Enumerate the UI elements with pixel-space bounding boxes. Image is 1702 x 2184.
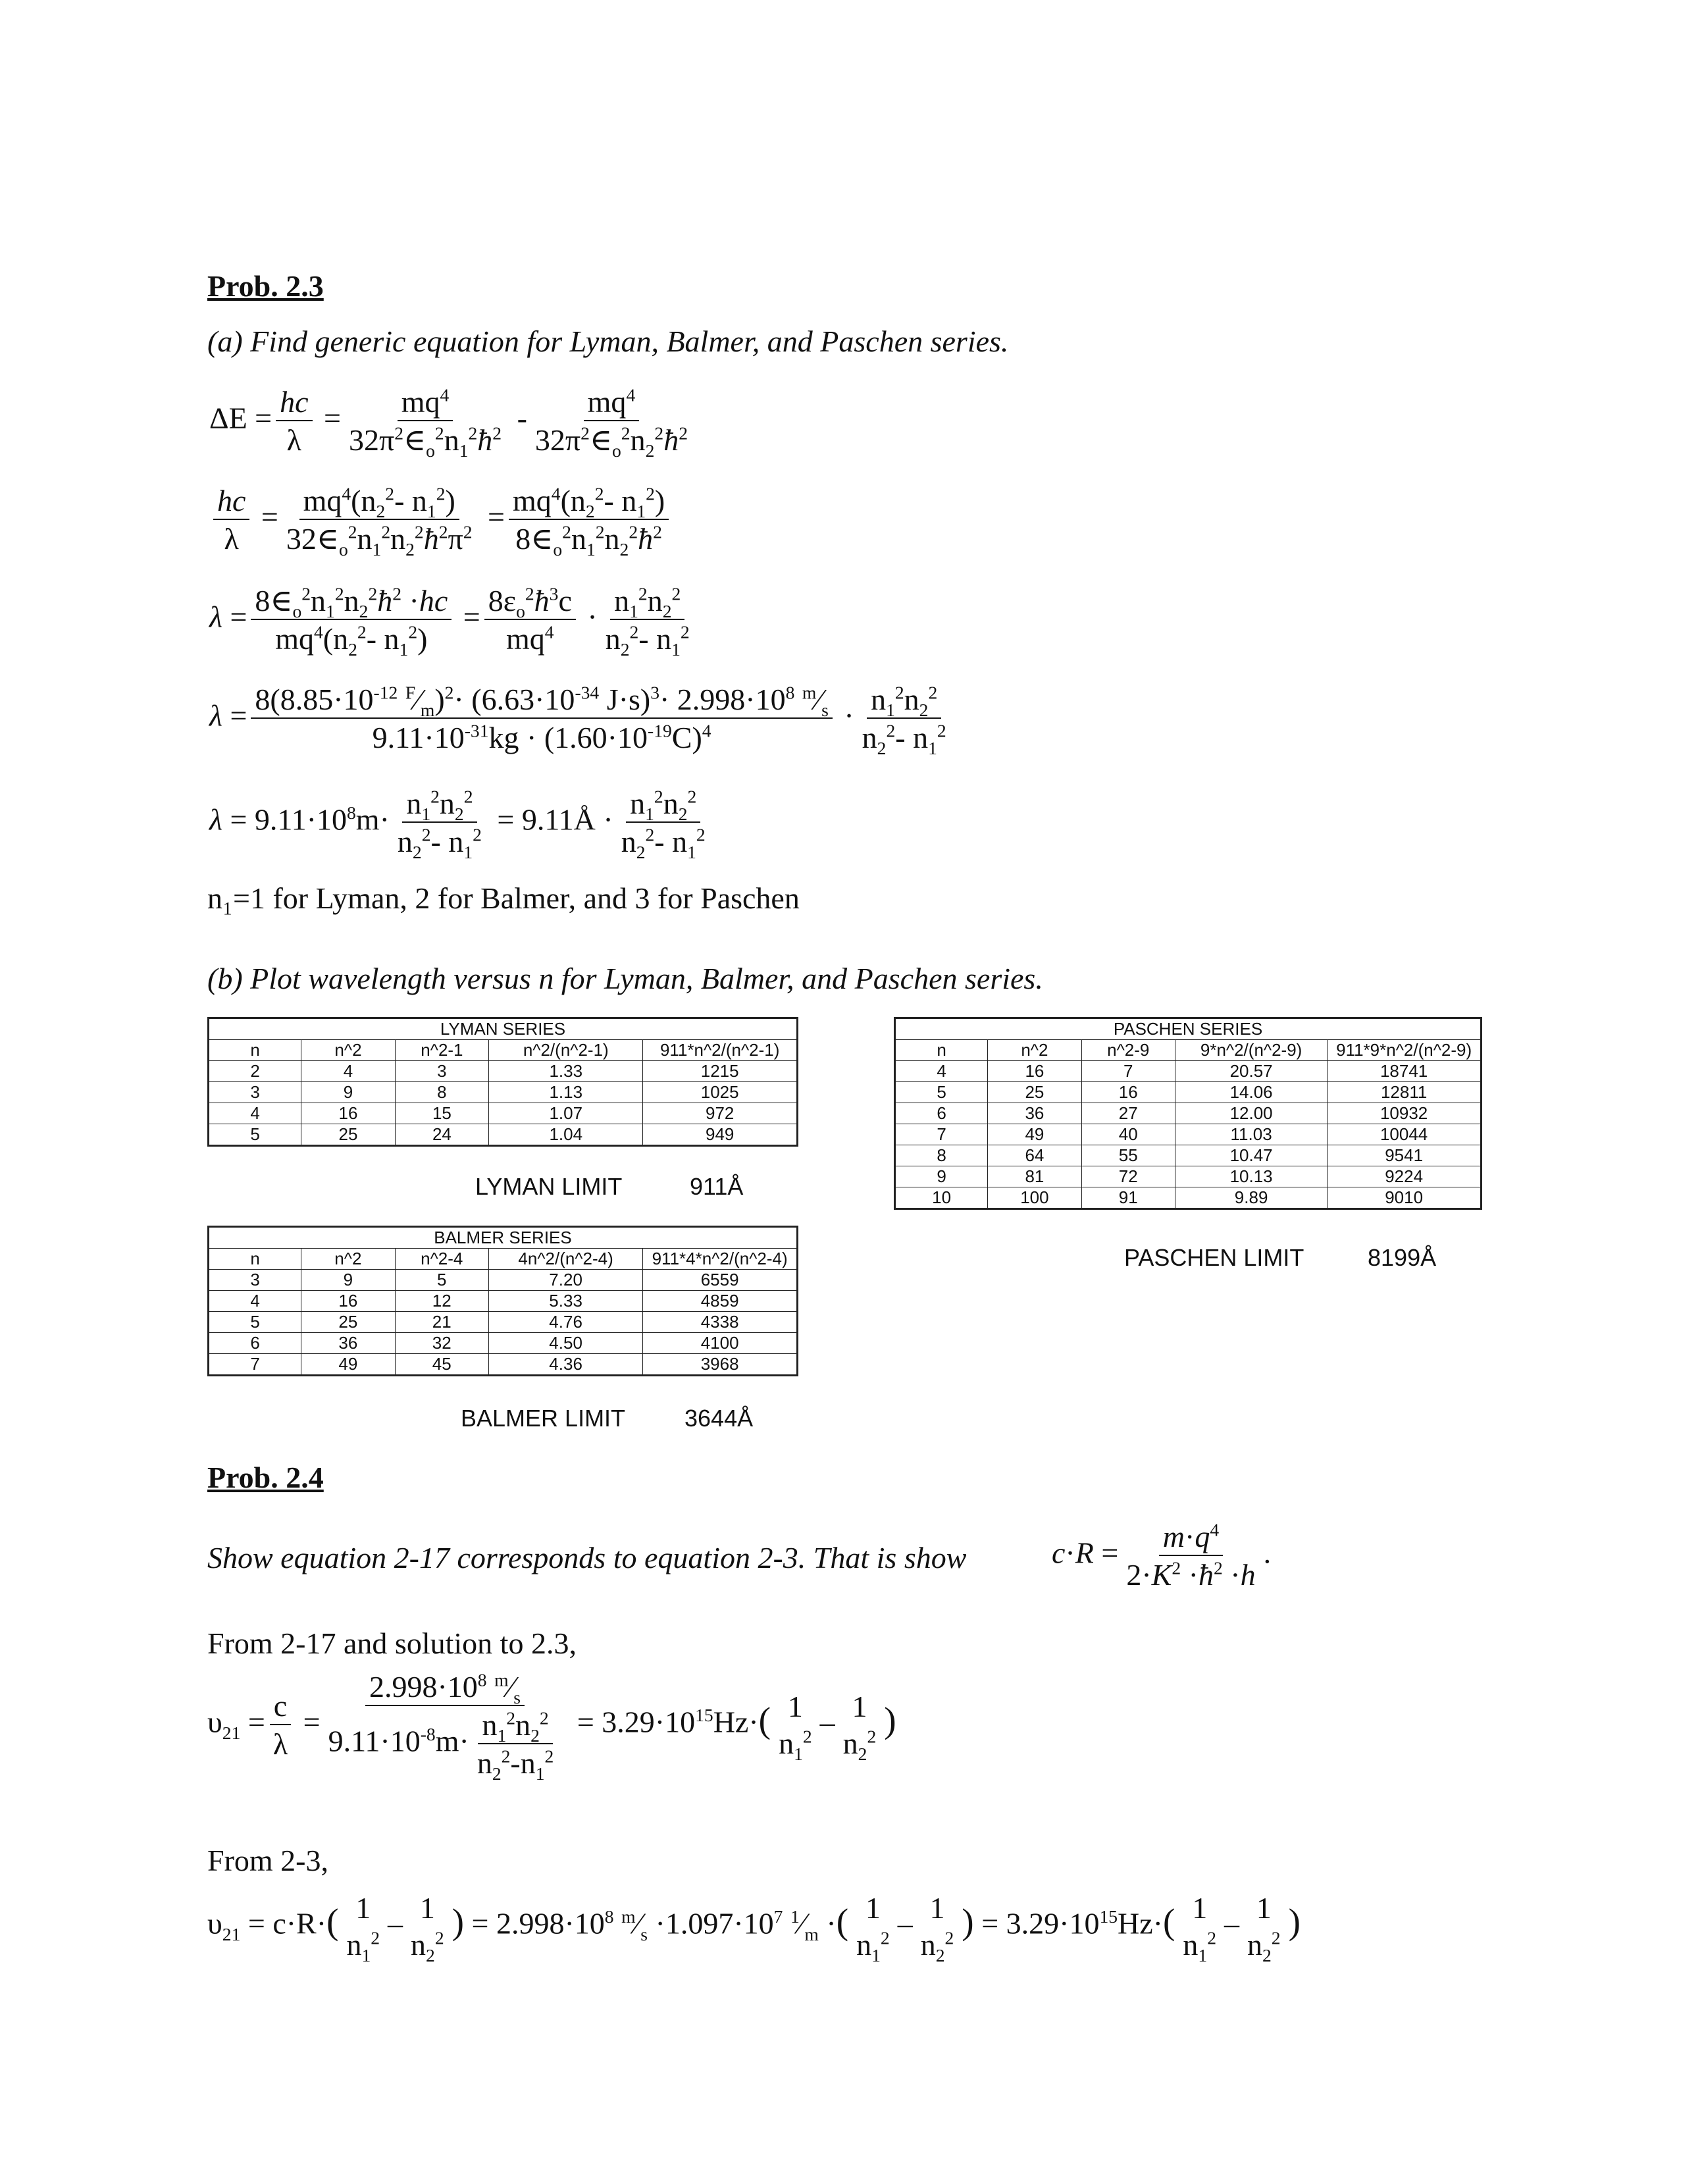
table-row — [895, 1166, 1482, 1187]
paschen-cell: 55 — [1081, 1145, 1175, 1166]
lyman-limit-label: LYMAN LIMIT — [475, 1173, 623, 1200]
balmer-header-cell: 4n^2/(n^2-4) — [488, 1249, 642, 1270]
balmer-cell: 4 — [209, 1291, 301, 1312]
paschen-cell: 9541 — [1328, 1145, 1482, 1166]
balmer-cell: 5 — [209, 1312, 301, 1333]
paschen-cell: 16 — [1081, 1082, 1175, 1103]
balmer-cell: 3968 — [643, 1354, 798, 1376]
table-row — [209, 1082, 798, 1103]
lyman-cell: 972 — [643, 1103, 798, 1124]
paschen-cell: 8 — [895, 1145, 988, 1166]
balmer-cell: 4.50 — [488, 1333, 642, 1354]
paschen-cell: 9.89 — [1175, 1187, 1327, 1209]
table-row — [209, 1124, 798, 1146]
lyman-series-title: LYMAN SERIES — [209, 1018, 798, 1040]
paschen-header-cell: n — [895, 1040, 988, 1061]
paschen-cell: 16 — [988, 1061, 1081, 1082]
lyman-cell: 25 — [301, 1124, 395, 1146]
balmer-series-table — [207, 1226, 798, 1376]
paschen-cell: 12.00 — [1175, 1103, 1327, 1124]
lyman-cell: 24 — [395, 1124, 488, 1146]
lyman-cell: 1.13 — [489, 1082, 643, 1103]
lyman-cell: 4 — [301, 1061, 395, 1082]
lyman-cell: 1.04 — [489, 1124, 643, 1146]
paschen-cell: 10.13 — [1175, 1166, 1327, 1187]
table-row — [895, 1103, 1482, 1124]
balmer-series-title: BALMER SERIES — [209, 1227, 798, 1249]
balmer-cell: 4338 — [643, 1312, 798, 1333]
lyman-cell: 1.33 — [489, 1061, 643, 1082]
lyman-cell: 1.07 — [489, 1103, 643, 1124]
lyman-cell: 5 — [209, 1124, 301, 1146]
table-row — [209, 1103, 798, 1124]
balmer-limit-label: BALMER LIMIT — [461, 1405, 626, 1432]
lyman-cell: 16 — [301, 1103, 395, 1124]
paschen-cell: 81 — [988, 1166, 1081, 1187]
paschen-cell: 7 — [1081, 1061, 1175, 1082]
equation-nu21-from-217: $\upsilon_{21}$ = $\frac{c}{\lambda}$ = $2.998\cdot 10^8$ $^m⁄_s$ $9.11\cdot 10^{-8}m\cdot$ $\frac{n_1^2n_2^2}{n_2^2-n_1^2}$ = $3.29\cdot 10^{15}Hz\cdot$( 1 $n_1^2$ – 1 $n_2^2$ ) — [207, 1669, 896, 1784]
table-row — [895, 1145, 1482, 1166]
balmer-cell: 5 — [395, 1270, 488, 1291]
paschen-cell: 5 — [895, 1082, 988, 1103]
paschen-cell: 10 — [895, 1187, 988, 1209]
prob-2-4-statement: Show equation 2-17 corresponds to equation 2-3. That is show — [207, 1541, 967, 1574]
balmer-cell: 7 — [209, 1354, 301, 1376]
balmer-cell: 12 — [395, 1291, 488, 1312]
equation-c-times-r: c·R = $\frac{m\cdot q^4}{2\cdot K^2 \cdot ħ^2 \cdot h}$ . — [1052, 1519, 1272, 1592]
paschen-cell: 36 — [988, 1103, 1081, 1124]
lyman-cell: 3 — [395, 1061, 488, 1082]
paschen-cell: 9 — [895, 1166, 988, 1187]
equation-lambda-numeric: λ = $\frac{8(8.85\cdot 10^{-12} ^F⁄_m)^2\cdot (6.63\cdot 10^{-34} J\cdot s)^3\cdot 2.998\cdot 10^8 ^m⁄_s}{9.11\cdot 10^{-31}kg \cdot (1.60\cdot 10^{-19}C)^4}$ · $\frac{n_1^2n_2^2}{n_2^2- n_1^2}$ — [209, 682, 946, 759]
balmer-cell: 4859 — [643, 1291, 798, 1312]
balmer-cell: 7.20 — [488, 1270, 642, 1291]
paschen-cell: 12811 — [1328, 1082, 1482, 1103]
paschen-series-title: PASCHEN SERIES — [895, 1018, 1482, 1040]
balmer-cell: 9 — [301, 1270, 395, 1291]
paschen-cell: 64 — [988, 1145, 1081, 1166]
balmer-header-cell: 911*4*n^2/(n^2-4) — [643, 1249, 798, 1270]
paschen-header-cell: n^2-9 — [1081, 1040, 1175, 1061]
balmer-cell: 32 — [395, 1333, 488, 1354]
lyman-cell: 3 — [209, 1082, 301, 1103]
equation-hc-over-lambda: $\frac{hc}{\lambda}$ = $\frac{mq^4(n_2^2- n_1^2)}{32\in_o^2n_1^2n_2^2ħ^2\pi^2}$ = $\frac{mq^4(n_2^2- n_1^2)}{8\in_o^2n_1^2n_2^2ħ^2}$ — [209, 486, 673, 554]
balmer-header-row — [209, 1249, 798, 1270]
lyman-cell: 2 — [209, 1061, 301, 1082]
paschen-limit-value: 8199Å — [1368, 1244, 1437, 1271]
paschen-cell: 40 — [1081, 1124, 1175, 1145]
equation-delta-e: ΔE = $\frac{hc}{\lambda}$ = $\frac{mq^4}{32\pi^2\in_o^2n_1^2ħ^2}$ - $\frac{mq^4}{32\pi^2\in_o^2n_2^2ħ^2}$ — [209, 384, 688, 461]
paschen-limit-label: PASCHEN LIMIT — [1124, 1244, 1304, 1271]
balmer-cell: 25 — [301, 1312, 395, 1333]
from-2-17-text: From 2-17 and solution to 2.3, — [207, 1626, 577, 1660]
lyman-cell: 9 — [301, 1082, 395, 1103]
balmer-header-cell: n — [209, 1249, 301, 1270]
equation-nu21-from-23: $\upsilon_{21} = c\cdot R\cdot$( 1 $n_1^2$ – 1 $n_2^2$ ) = $2.998\cdot 10^8$ $^m⁄_s \cdot 1.097\cdot 10^7$ $^1⁄_m$ ·( 1 $n_1^2$ – 1 $n_2^2$ ) = $3.29\cdot 10^{15}Hz\cdot$( 1 $n_1^2$ – 1 $n_2^2$ ) — [207, 1891, 1301, 1966]
lyman-header-cell: n^2-1 — [395, 1040, 488, 1061]
paschen-cell: 11.03 — [1175, 1124, 1327, 1145]
lyman-header-cell: 911*n^2/(n^2-1) — [643, 1040, 798, 1061]
paschen-series-table — [894, 1017, 1482, 1210]
table-row — [895, 1187, 1482, 1209]
balmer-cell: 4.76 — [488, 1312, 642, 1333]
paschen-cell: 9010 — [1328, 1187, 1482, 1209]
prob-2-4-heading: Prob. 2.4 — [207, 1461, 324, 1494]
lyman-header-row — [209, 1040, 798, 1061]
table-row — [209, 1354, 798, 1376]
lyman-cell: 15 — [395, 1103, 488, 1124]
lyman-series-table — [207, 1017, 798, 1147]
paschen-cell: 9224 — [1328, 1166, 1482, 1187]
table-row — [209, 1270, 798, 1291]
paschen-header-cell: n^2 — [988, 1040, 1081, 1061]
part-b-prompt: (b) Plot wavelength versus n for Lyman, Balmer, and Paschen series. — [207, 962, 1043, 995]
equation-lambda-symbolic: λ = $\frac{8\in_o^2n_1^2n_2^2ħ^2 \cdot hc}{mq^4(n_2^2- n_1^2)}$ = $\frac{8\varepsilon_o^2ħ^3c}{mq^4}$ · $\frac{n_1^2n_2^2}{n_2^2- n_1^2}$ — [209, 583, 690, 660]
table-row — [209, 1312, 798, 1333]
prob-2-3-heading: Prob. 2.3 — [207, 269, 324, 303]
balmer-cell: 6 — [209, 1333, 301, 1354]
lyman-header-cell: n^2/(n^2-1) — [489, 1040, 643, 1061]
paschen-cell: 91 — [1081, 1187, 1175, 1209]
lyman-cell: 1025 — [643, 1082, 798, 1103]
lyman-limit-value: 911Å — [690, 1173, 744, 1200]
paschen-cell: 72 — [1081, 1166, 1175, 1187]
balmer-cell: 4100 — [643, 1333, 798, 1354]
paschen-cell: 6 — [895, 1103, 988, 1124]
paschen-cell: 49 — [988, 1124, 1081, 1145]
paschen-cell: 10044 — [1328, 1124, 1482, 1145]
paschen-cell: 18741 — [1328, 1061, 1482, 1082]
series-note: n₁=1 for Lyman, 2 for Balmer, and 3 for Paschen — [207, 881, 800, 915]
table-row — [209, 1333, 798, 1354]
lyman-header-cell: n — [209, 1040, 301, 1061]
table-row — [895, 1061, 1482, 1082]
paschen-cell: 14.06 — [1175, 1082, 1327, 1103]
paschen-cell: 27 — [1081, 1103, 1175, 1124]
balmer-cell: 16 — [301, 1291, 395, 1312]
paschen-cell: 25 — [988, 1082, 1081, 1103]
equation-lambda-result: $\lambda = 9.11\cdot 10^8m\cdot$ $\frac{n_1^2n_2^2}{n_2^2- n_1^2}$ = 9.11Å · $\frac{n_1^2n_2^2}{n_2^2- n_1^2}$ — [209, 786, 706, 863]
paschen-cell: 10.47 — [1175, 1145, 1327, 1166]
paschen-cell: 20.57 — [1175, 1061, 1327, 1082]
lyman-cell: 4 — [209, 1103, 301, 1124]
lyman-cell: 8 — [395, 1082, 488, 1103]
balmer-cell: 21 — [395, 1312, 488, 1333]
balmer-limit-value: 3644Å — [684, 1405, 754, 1432]
table-row — [209, 1291, 798, 1312]
paschen-cell: 10932 — [1328, 1103, 1482, 1124]
paschen-header-cell: 9*n^2/(n^2-9) — [1175, 1040, 1327, 1061]
paschen-cell: 100 — [988, 1187, 1081, 1209]
balmer-cell: 4.36 — [488, 1354, 642, 1376]
lyman-header-cell: n^2 — [301, 1040, 395, 1061]
paschen-header-cell: 911*9*n^2/(n^2-9) — [1328, 1040, 1482, 1061]
lyman-cell: 1215 — [643, 1061, 798, 1082]
table-row — [209, 1061, 798, 1082]
balmer-header-cell: n^2 — [301, 1249, 395, 1270]
table-row — [895, 1124, 1482, 1145]
part-a-prompt: (a) Find generic equation for Lyman, Balmer, and Paschen series. — [207, 325, 1009, 358]
balmer-cell: 3 — [209, 1270, 301, 1291]
paschen-cell: 7 — [895, 1124, 988, 1145]
balmer-cell: 36 — [301, 1333, 395, 1354]
balmer-cell: 6559 — [643, 1270, 798, 1291]
balmer-header-cell: n^2-4 — [395, 1249, 488, 1270]
from-2-3-text: From 2-3, — [207, 1844, 328, 1877]
paschen-header-row — [895, 1040, 1482, 1061]
lyman-cell: 949 — [643, 1124, 798, 1146]
paschen-cell: 4 — [895, 1061, 988, 1082]
balmer-cell: 45 — [395, 1354, 488, 1376]
balmer-cell: 49 — [301, 1354, 395, 1376]
balmer-cell: 5.33 — [488, 1291, 642, 1312]
table-row — [895, 1082, 1482, 1103]
